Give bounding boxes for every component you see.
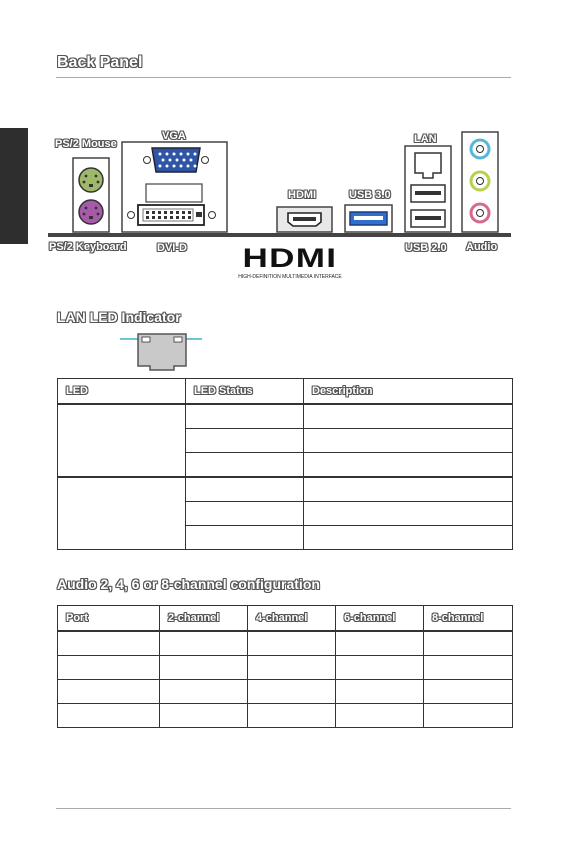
page-title: Back Panel bbox=[57, 54, 143, 71]
table-cell bbox=[186, 502, 304, 526]
table-cell bbox=[160, 656, 248, 680]
label-lan: LAN bbox=[414, 133, 437, 145]
back-panel-diagram bbox=[0, 0, 567, 300]
header-2-channel: 2-channel bbox=[160, 606, 248, 632]
audio-jack-group bbox=[462, 132, 498, 232]
table-cell bbox=[58, 704, 160, 728]
audio-config-title: Audio 2, 4, 6 or 8-channel configuration bbox=[57, 576, 320, 592]
table-cell bbox=[248, 656, 336, 680]
lan-led-right bbox=[174, 337, 182, 342]
usb3-port-group bbox=[345, 205, 392, 232]
table-cell bbox=[336, 631, 424, 656]
header-port: Port bbox=[58, 606, 160, 632]
table-cell bbox=[186, 429, 304, 453]
label-ps2-keyboard: PS/2 Keyboard bbox=[49, 241, 127, 253]
table-cell bbox=[186, 453, 304, 478]
table-cell bbox=[160, 704, 248, 728]
table-cell bbox=[248, 631, 336, 656]
table-cell bbox=[58, 477, 186, 550]
table-cell bbox=[248, 680, 336, 704]
table-cell bbox=[186, 526, 304, 550]
label-vga: VGA bbox=[162, 130, 186, 142]
dvi-d-port bbox=[128, 205, 216, 225]
lan-led-table bbox=[57, 378, 513, 550]
table-cell bbox=[248, 704, 336, 728]
table-row bbox=[58, 477, 513, 502]
ps2-port-group bbox=[73, 158, 109, 232]
table-row bbox=[58, 404, 513, 429]
table-cell bbox=[160, 631, 248, 656]
table-cell bbox=[58, 656, 160, 680]
table-cell bbox=[336, 704, 424, 728]
lan-led-left bbox=[142, 337, 150, 342]
hdmi-port bbox=[277, 207, 332, 232]
hdmi-logo bbox=[238, 243, 342, 280]
lan-led-title: LAN LED Indicator bbox=[57, 309, 181, 325]
table-cell bbox=[304, 453, 513, 478]
hdmi-logo-tagline: HIGH-DEFINITION MULTIMEDIA INTERFACE bbox=[238, 274, 342, 280]
hdmi-logo-wordmark: HDMI bbox=[242, 242, 338, 274]
label-audio: Audio bbox=[466, 241, 498, 253]
table-row bbox=[58, 656, 513, 680]
lan-usb2-group bbox=[405, 146, 451, 232]
table-row bbox=[58, 631, 513, 656]
ps2-keyboard-port bbox=[79, 200, 103, 224]
table-header-row bbox=[58, 379, 513, 405]
table-cell bbox=[336, 656, 424, 680]
table-cell bbox=[304, 429, 513, 453]
table-cell bbox=[186, 404, 304, 429]
table-header-row bbox=[58, 606, 513, 632]
audio-config-table bbox=[57, 605, 513, 728]
table-row bbox=[58, 704, 513, 728]
label-dvi-d: DVI-D bbox=[157, 242, 187, 254]
table-cell bbox=[304, 502, 513, 526]
table-cell bbox=[424, 631, 513, 656]
table-cell bbox=[186, 477, 304, 502]
table-cell bbox=[58, 680, 160, 704]
table-cell bbox=[424, 656, 513, 680]
table-cell bbox=[304, 526, 513, 550]
table-cell bbox=[424, 680, 513, 704]
ps2-mouse-port bbox=[79, 168, 103, 192]
header-8-channel: 8-channel bbox=[424, 606, 513, 632]
panel-baseline bbox=[48, 233, 511, 237]
footer-divider bbox=[56, 808, 511, 809]
label-hdmi: HDMI bbox=[288, 189, 317, 201]
table-cell bbox=[304, 477, 513, 502]
header-led-status: LED Status bbox=[186, 379, 304, 405]
header-6-channel: 6-channel bbox=[336, 606, 424, 632]
label-usb2: USB 2.0 bbox=[405, 242, 447, 254]
header-led: LED bbox=[58, 379, 186, 405]
table-cell bbox=[424, 704, 513, 728]
table-cell bbox=[58, 631, 160, 656]
label-ps2-mouse: PS/2 Mouse bbox=[55, 138, 117, 150]
lan-led-diagram bbox=[118, 332, 206, 372]
table-cell bbox=[336, 680, 424, 704]
table-cell bbox=[58, 404, 186, 477]
header-description: Description bbox=[304, 379, 513, 405]
vga-dvi-group bbox=[122, 142, 227, 232]
table-cell bbox=[160, 680, 248, 704]
table-cell bbox=[304, 404, 513, 429]
label-usb3: USB 3.0 bbox=[349, 189, 391, 201]
header-4-channel: 4-channel bbox=[248, 606, 336, 632]
table-row bbox=[58, 680, 513, 704]
